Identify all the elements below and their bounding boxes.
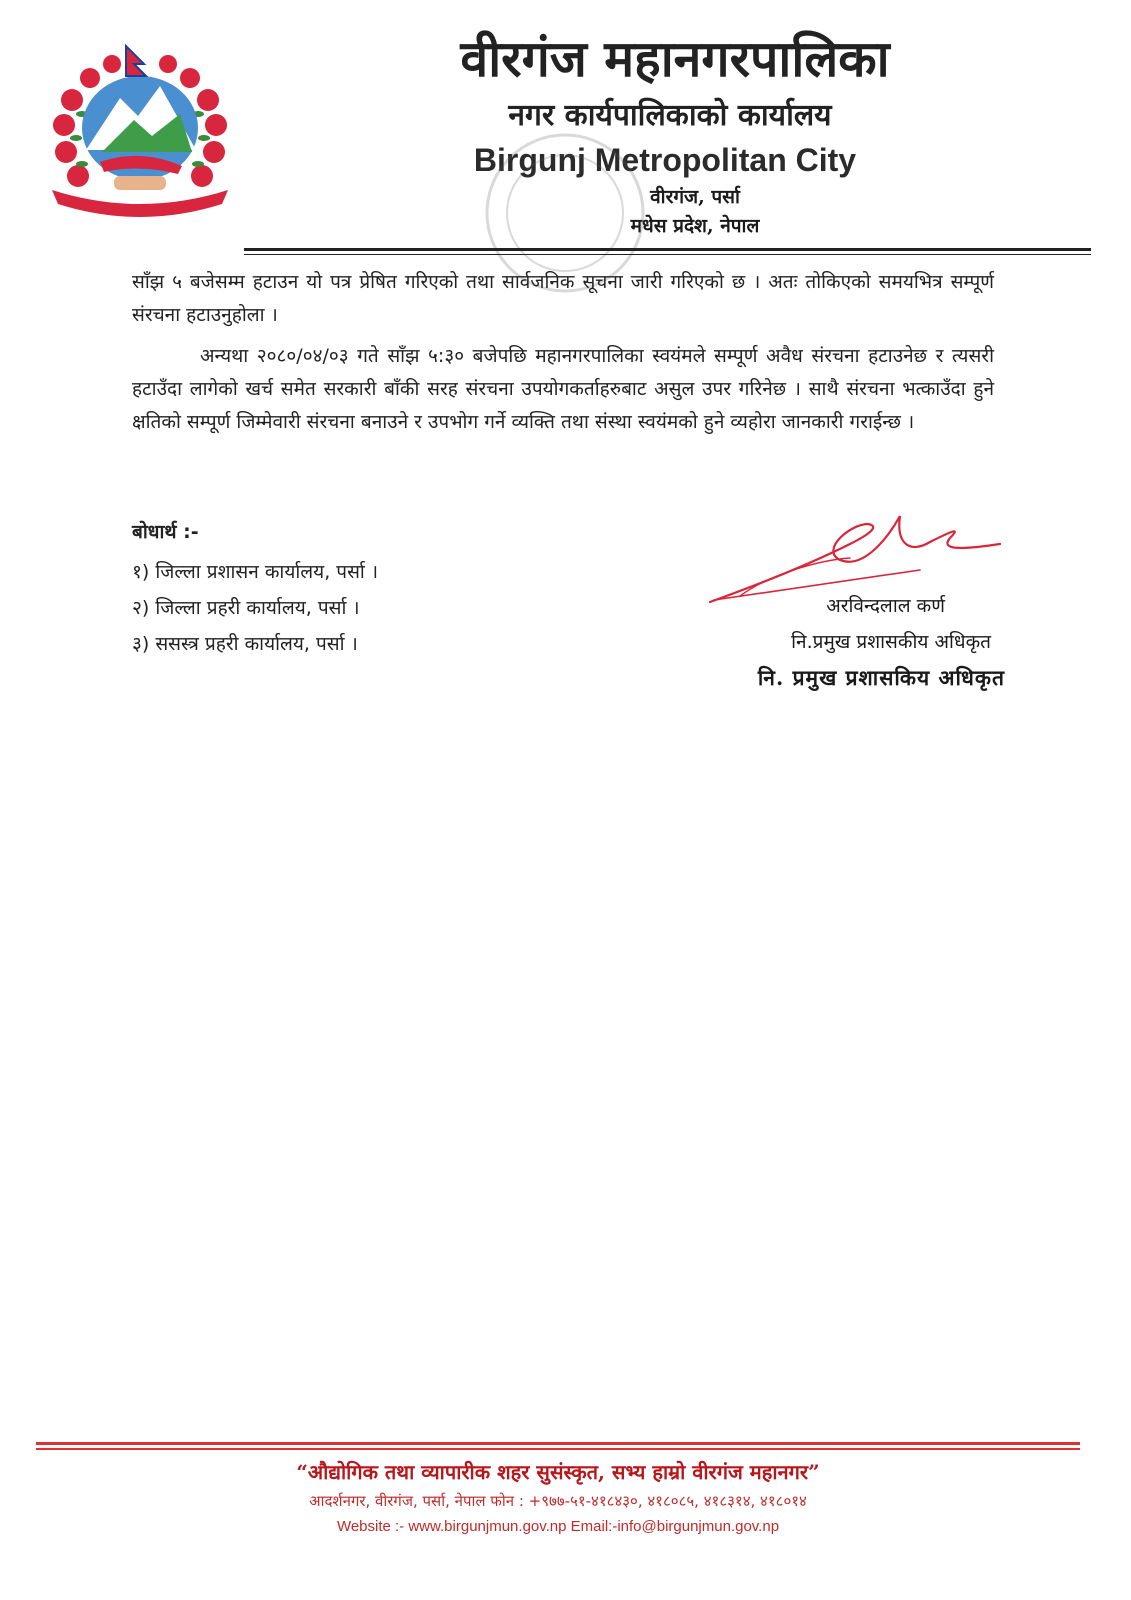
- footer-rule-thin: [36, 1448, 1080, 1450]
- header-rule-thick: [244, 248, 1091, 251]
- nepal-government-emblem-icon: [42, 40, 238, 220]
- letterhead: [240, 26, 1090, 240]
- footer-slogan: “औद्योगिक तथा व्यापारीक शहर सुसंस्कृत, सभ्य हाम्रो वीरगंज महानगर”: [296, 1460, 820, 1484]
- designation-stamp: नि. प्रमुख प्रशासकिय अधिकृत: [757, 665, 1005, 690]
- footer-rule-thick: [36, 1442, 1080, 1445]
- footer-contact: आदर्शनगर, वीरगंज, पर्सा, नेपाल फोन : +९७७-५१-४१८४३०, ४१८०८५, ४१८३१४, ४१८०१४: [309, 1492, 807, 1510]
- signatory-block: [700, 588, 1005, 696]
- cc-item: १) जिल्ला प्रशासन कार्यालय, पर्सा ।: [132, 561, 379, 583]
- cc-heading: बोधार्थ :-: [132, 521, 199, 543]
- header-rule-thin: [244, 254, 1091, 255]
- cc-item: ३) ससस्त्र प्रहरी कार्यालय, पर्सा ।: [132, 633, 358, 655]
- signatory-title: नि.प्रमुख प्रशासकीय अधिकृत: [791, 631, 991, 653]
- address-line-1: वीरगंज, पर्सा: [650, 186, 740, 208]
- body-paragraph-2: अन्यथा २०८०/०४/०३ गते साँझ ५:३० बजेपछि महानगरपालिका स्वयंमले सम्पूर्ण अवैध संरचना हटाउनेछ र त्यसरी हटाउँदा लागेको खर्च समेत सरकारी बाँकी सरह संरचना उपयोगकर्ताहरुबाट असुल उपर गरिनेछ । साथै संरचना भत्काउँदा हुने क्षतिको सम्पूर्ण जिम्मेवारी संरचना बनाउने र उपभोग गर्ने व्यक्ति तथा संस्था स्वयंमको हुने व्यहोरा जानकारी गराईन्छ ।: [132, 345, 994, 433]
- municipality-title-english: Birgunj Metropolitan City: [473, 142, 857, 178]
- municipality-title-nepali: वीरगंज महानगरपालिका: [460, 29, 890, 88]
- office-name-nepali: नगर कार्यपालिकाको कार्यालय: [508, 98, 832, 133]
- signatory-name: अरविन्दलाल कर्ण: [826, 595, 945, 617]
- body-paragraph-1: साँझ ५ बजेसम्म हटाउन यो पत्र प्रेषित गरिएको तथा सार्वजनिक सूचना जारी गरिएको छ । अतः तोकिएको समयभित्र सम्पूर्ण संरचना हटाउनुहोला ।: [132, 271, 994, 326]
- address-line-2: मधेस प्रदेश, नेपाल: [630, 215, 760, 237]
- footer: [36, 1456, 1080, 1540]
- cc-list: [132, 514, 378, 662]
- footer-web-email: Website :- www.birgunjmun.gov.np Email:-info@birgunjmun.gov.np: [336, 1518, 780, 1535]
- cc-item: २) जिल्ला प्रहरी कार्यालय, पर्सा ।: [132, 597, 360, 619]
